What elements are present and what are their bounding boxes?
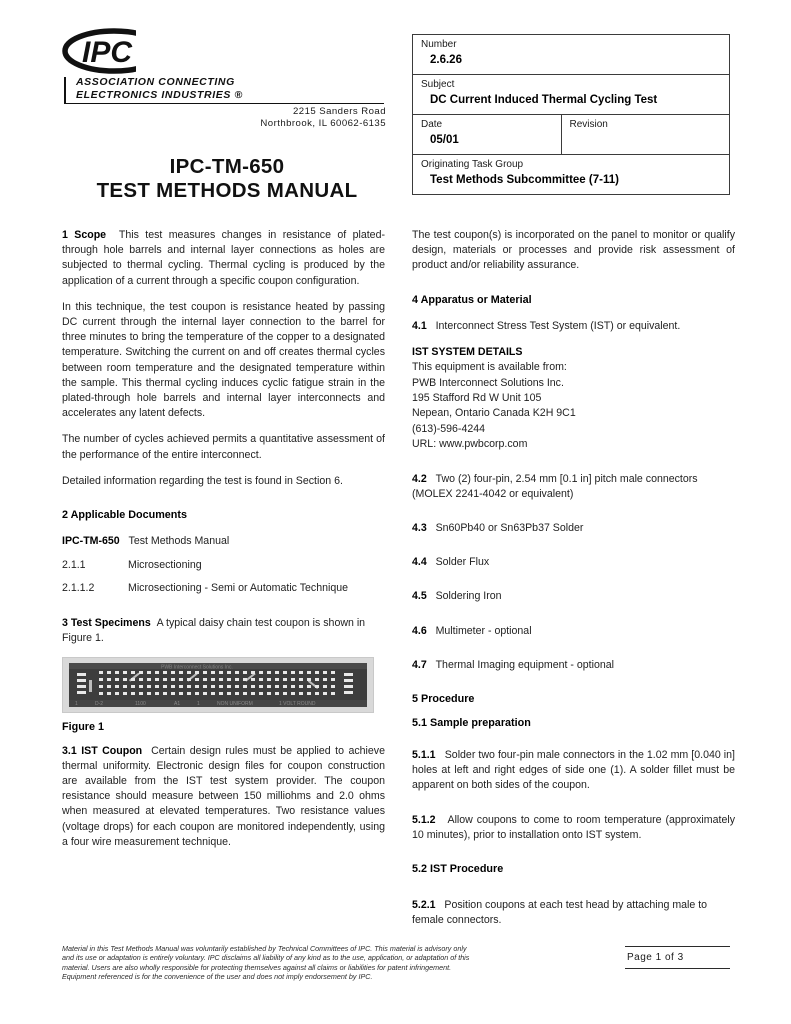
- svg-text:NON UNIFORM: NON UNIFORM: [217, 701, 253, 708]
- footer-disclaimer: [62, 944, 514, 981]
- test-specimens-heading: 3 Test Specimens: [62, 617, 151, 630]
- disclaimer-line-4: Equipment referenced is for the convenience of the user and does not imply endorsement by IPC.: [62, 971, 373, 981]
- item-4-7: [412, 658, 735, 673]
- scope-body: This test measures changes in resistance of plated-through hole barrels and internal layer connections as holes are subjected to thermal cycling. Thermal cycling is produced by the application of a current through a specific coupon configuration.: [62, 229, 385, 287]
- item-number: 4.2: [412, 472, 427, 485]
- document-info-table: [412, 34, 730, 195]
- scope-paragraph-2: In this technique, the test coupon is resistance heated by passing DC current through the internal layer connection to the barrel for three minutes to bring the temperature of the copper to a designated temperature. Switching the current on and off creates thermal cycles between room temperature and the designated temperature within the sample. This thermal cycling induces cyclic fatigue strain in the plated-through hole barrels and internal layer interconnects and accelerates any latent defects.: [62, 300, 385, 420]
- svg-text:1: 1: [75, 701, 78, 708]
- item-text: Multimeter - optional: [435, 624, 532, 637]
- item-text: Sn60Pb40 or Sn63Pb37 Solder: [435, 522, 584, 535]
- item-4-4: [412, 555, 735, 570]
- page-number-block: [625, 946, 730, 969]
- page-title: [62, 155, 392, 203]
- list-item: [62, 558, 385, 573]
- ist-details-heading: IST SYSTEM DETAILS: [412, 345, 523, 358]
- applicable-document-manual: [62, 534, 385, 549]
- item-4-1: [412, 319, 735, 334]
- page-header: [62, 28, 730, 208]
- item-text: Position coupons at each test head by attaching male to female connectors.: [412, 899, 708, 927]
- apparatus-heading: 4 Apparatus or Material: [412, 293, 532, 306]
- item-text: Solder Flux: [435, 556, 490, 569]
- tagline-line-1: ASSOCIATION CONNECTING: [76, 76, 235, 88]
- page-number-rule-bottom: [625, 968, 730, 969]
- ist-details-line-2: PWB Interconnect Solutions Inc.: [412, 376, 564, 389]
- ist-coupon-body: Certain design rules must be applied to achieve thermal uniformity. Electronic design files for coupon construction are available from the IST test system provider. The coupon resistance should measure between 150 milliohms and 2.0 ohms when measured at elevated temperatures. Two resistance values (voltage drops) for each coupon are monitored independently, using a four wire measurement technique.: [62, 744, 385, 848]
- task-group-value: Test Methods Subcommittee (7-11): [430, 174, 619, 186]
- address-line-1: 2215 Sanders Road: [293, 106, 386, 117]
- item-text: Two (2) four-pin, 2.54 mm [0.1 in] pitch male connectors (MOLEX 2241-4042 or equivalent): [412, 472, 698, 500]
- subject-value: DC Current Induced Thermal Cycling Test: [430, 94, 658, 106]
- reference-title: Microsectioning: [128, 559, 202, 572]
- date-value: 05/01: [430, 134, 459, 146]
- item-number: 4.3: [412, 522, 427, 535]
- ipc-address: [62, 106, 386, 129]
- item-4-3: [412, 521, 735, 536]
- reference-number: 2.1.1: [62, 559, 86, 572]
- item-number: 4.4: [412, 556, 427, 569]
- item-number: 5.1.1: [412, 749, 436, 762]
- ist-details-phone: (613)-596-4244: [412, 422, 486, 435]
- scope-paragraph-4: Detailed information regarding the test is found in Section 6.: [62, 474, 343, 487]
- item-5-2-1: [412, 898, 735, 928]
- address-line-2: Northbrook, IL 60062-6135: [260, 117, 386, 129]
- list-item: [62, 581, 385, 596]
- date-label: Date: [421, 119, 443, 130]
- table-row-number: [413, 35, 729, 75]
- coupon-photo: [62, 657, 374, 713]
- item-text: Soldering Iron: [435, 590, 502, 603]
- ist-details-url: URL: www.pwbcorp.com: [412, 438, 528, 451]
- ist-procedure-heading: 5.2 IST Procedure: [412, 863, 504, 876]
- svg-text:IPC: IPC: [82, 36, 133, 69]
- bracket-vertical-rule: [64, 77, 66, 104]
- item-number: 5.1.2: [412, 813, 436, 826]
- number-cell: [413, 35, 729, 74]
- sample-preparation-heading: 5.1 Sample preparation: [412, 717, 531, 730]
- table-row-date-revision: [413, 115, 729, 155]
- scope-heading: 1 Scope: [62, 229, 107, 241]
- date-cell: [413, 115, 562, 154]
- tagline-line-2: ELECTRONICS INDUSTRIES ®: [76, 88, 243, 101]
- svg-text:1100: 1100: [135, 701, 146, 708]
- ist-details-line-4: Nepean, Ontario Canada K2H 9C1: [412, 407, 576, 420]
- page-number: Page 1 of 3: [627, 952, 684, 963]
- applicable-documents-heading: 2 Applicable Documents: [62, 509, 187, 522]
- left-text-column: [62, 228, 385, 850]
- disclaimer-line-3: material. Users are also wholly responsible for protecting themselves against all claims or liabilities for patent infringement.: [62, 962, 452, 972]
- right-text-column: [412, 228, 735, 929]
- ipc-logo-icon: [62, 28, 170, 74]
- item-text: Allow coupons to come to room temperature (approximately 10 minutes), prior to installation onto IST system.: [412, 813, 735, 841]
- item-number: 4.6: [412, 624, 427, 637]
- title-line-2: TEST METHODS MANUAL: [96, 179, 358, 202]
- applicable-doc-title: Test Methods Manual: [128, 535, 230, 548]
- item-4-6: [412, 624, 735, 639]
- svg-text:1: 1: [197, 701, 200, 708]
- number-value: 2.6.26: [430, 54, 462, 66]
- reference-number: 2.1.1.2: [62, 582, 95, 595]
- scope-paragraph: [62, 228, 385, 289]
- ist-system-details: [412, 345, 735, 453]
- test-specimens-paragraph: [62, 616, 385, 646]
- item-text: Thermal Imaging equipment - optional: [435, 658, 615, 671]
- subject-label: Subject: [421, 79, 455, 90]
- item-text: Solder two four-pin male connectors in the 1.02 mm [0.040 in] holes at left and right edges of side one (1). A solder fillet must be apparent on both sides of the coupon.: [412, 749, 735, 792]
- applicable-doc-id: IPC-TM-650: [62, 535, 120, 548]
- figure-1: [62, 657, 385, 735]
- item-number: 4.1: [412, 319, 427, 332]
- title-line-1: IPC-TM-650: [169, 155, 285, 178]
- ist-details-line-1: This equipment is available from:: [412, 361, 567, 374]
- task-group-label: Originating Task Group: [421, 159, 524, 170]
- item-text: Interconnect Stress Test System (IST) or equivalent.: [435, 319, 681, 332]
- item-number: 4.7: [412, 658, 427, 671]
- item-5-1-1: [412, 748, 735, 794]
- number-label: Number: [421, 39, 457, 50]
- intro-paragraph: The test coupon(s) is incorporated on the panel to monitor or qualify design, materials or processes and provide risk assessment of product and/or reliability assurance.: [412, 229, 735, 272]
- scope-paragraph-3: The number of cycles achieved permits a quantitative assessment of the performance of the entire interconnect.: [62, 433, 385, 461]
- disclaimer-line-1: Material in this Test Methods Manual was voluntarily established by Technical Committees of IPC. This material is advisory only: [62, 944, 467, 953]
- item-number: 4.5: [412, 590, 427, 603]
- ipc-tagline: [62, 76, 398, 101]
- test-specimens-body: A typical daisy chain test coupon is shown in Figure 1.: [62, 617, 366, 645]
- revision-value: [570, 131, 721, 147]
- reference-title: Microsectioning - Semi or Automatic Technique: [128, 582, 349, 595]
- item-4-5: [412, 589, 735, 604]
- task-group-cell: [413, 155, 729, 194]
- ipc-branding: [62, 28, 398, 202]
- svg-text:1 VOLT ROUND: 1 VOLT ROUND: [279, 701, 316, 708]
- subject-cell: [413, 75, 729, 114]
- ist-details-line-3: 195 Stafford Rd W Unit 105: [412, 392, 542, 405]
- ist-coupon-paragraph: [62, 744, 385, 850]
- procedure-heading: 5 Procedure: [412, 693, 475, 706]
- svg-text:PWB Interconnect Solutions Inc: PWB Interconnect Solutions Inc.: [161, 664, 233, 671]
- table-row-subject: [413, 75, 729, 115]
- coupon-board-image: [69, 663, 367, 707]
- ist-coupon-heading: 3.1 IST Coupon: [62, 744, 143, 757]
- disclaimer-line-2: and its use or adaptation is entirely voluntary. IPC disclaims all liability of any kind as to the use, application, or adaptation of this: [62, 953, 470, 963]
- table-row-task-group: [413, 155, 729, 194]
- item-5-1-2: [412, 813, 735, 843]
- revision-cell: [562, 115, 729, 154]
- figure-caption: Figure 1: [62, 721, 104, 734]
- svg-text:D-2: D-2: [95, 701, 104, 708]
- item-number: 5.2.1: [412, 899, 436, 912]
- bracket-horizontal-rule: [64, 103, 384, 104]
- svg-text:A1: A1: [174, 701, 181, 708]
- item-4-2: [412, 472, 735, 502]
- revision-label: Revision: [569, 119, 608, 130]
